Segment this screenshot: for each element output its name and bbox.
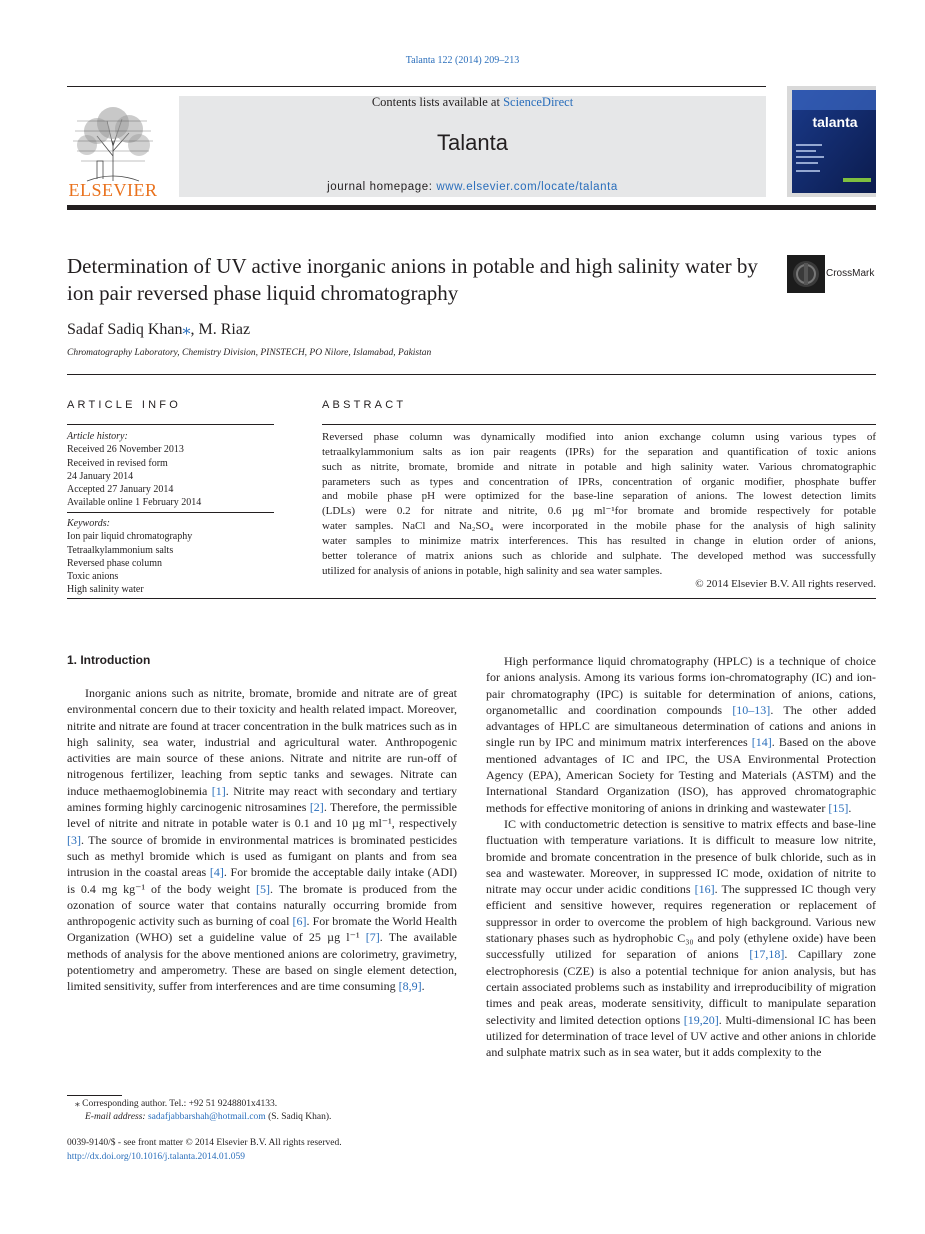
author-email-link[interactable]: sadafjabbarshah@hotmail.com	[147, 1112, 266, 1122]
intro-paragraph-1	[67, 685, 457, 995]
keyword-item: Toxic anions	[67, 571, 119, 583]
body-text: . Multi-dimensional IC has been utilized for determination of trace level of UV active and other anions in chloride and sulphate matrix such as in sea water, but it adds complexity to the	[486, 1012, 876, 1060]
body-text: .	[421, 979, 425, 994]
keyword-item: High salinity water	[67, 584, 144, 596]
body-column-right	[486, 653, 876, 1060]
front-matter-rule	[67, 598, 876, 599]
body-text: .	[848, 800, 852, 815]
abstract-line: parameters such as types and concentration of IPRs, concentration of organic modifier, phosphate buffer	[322, 475, 876, 488]
reference-link[interactable]: [4]	[209, 865, 224, 880]
history-item: Accepted 27 January 2014	[67, 484, 174, 496]
abstract-line: water samples. NaCl and Na₂SO₄ were incorporated in the mobile phase for the analysis of high salinity	[322, 520, 876, 533]
footnotes	[67, 1098, 467, 1124]
keyword-item: Ion pair liquid chromatography	[67, 531, 193, 543]
issn-line: 0039-9140/$ - see front matter © 2014 Elsevier B.V. All rights reserved.	[67, 1138, 342, 1148]
abstract-line: and mobile phase pH were optimized for the base-line separation of anions. The lowest detection limits	[322, 490, 876, 503]
reference-link[interactable]: [15]	[828, 800, 849, 815]
abstract-line: utilized for analysis of anions in potable, high salinity and sea water samples.	[322, 564, 663, 577]
journal-homepage-line	[179, 181, 766, 193]
body-text: Inorganic anions such as nitrite, bromate, bromide and nitrate are of great environmental concern due to their toxicity and health related impact. Moreover, nitrite and nitrate are found at tracer concentration in the bulk matrices such as in high salinity, sea water, industrial and agricultural water. Anthropogenic activities are main source of these anions. Nitrate and nitrite are run-off of nitrogenous fertilizer, leaching from septic tanks and sewages. Nitrate can induce methaemoglobinemia	[67, 686, 457, 798]
homepage-prefix: journal homepage:	[327, 181, 437, 193]
copyright-notice: © 2014 Elsevier B.V. All rights reserved.	[695, 578, 876, 590]
affiliation: Chromatography Laboratory, Chemistry Division, PINSTECH, PO Nilore, Islamabad, Pakistan	[67, 348, 432, 358]
reference-link[interactable]: [8,9]	[398, 979, 422, 994]
history-item: 24 January 2014	[67, 470, 134, 482]
journal-reference-link[interactable]: Talanta 122 (2014) 209–213	[405, 55, 520, 66]
reference-link[interactable]: [5]	[256, 881, 271, 896]
body-text: IC with conductometric detection is sensitive to matrix effects and base-line fluctuation with temperature variations. It is difficult to measure low nitrite, bromide and bromate concentration in the presence of bulk chloride, such as in sea and wastewater. Moreover, in suppressed IC mode, oxidation of nitrite to nitrate may occur under acidic conditions	[486, 816, 876, 897]
article-info-rule	[67, 424, 274, 425]
history-label: Article history:	[67, 431, 128, 442]
header-thick-rule	[67, 205, 876, 210]
reference-link[interactable]: [6]	[292, 914, 307, 929]
keyword-item: Tetraalkylammonium salts	[67, 544, 174, 556]
body-text: . The suppressed IC though very efficient and sensitive however, requires regeneration or replacement of suppressor in order to overcome the problem of high background. Various new stationary phases such as hydrophobic C₃₀ and poly (ethylene oxide) have been successfully utilized for separation of anions	[486, 882, 876, 962]
header-rule	[67, 86, 766, 87]
body-text: . The bromate is produced from the ozonation of source water that contains naturally occurring bromide from anthropogenic activity such as burning of coal	[67, 881, 457, 929]
crossmark-icon[interactable]	[787, 255, 825, 293]
contents-prefix: Contents lists available at	[371, 95, 504, 109]
corresponding-author-marker[interactable]: ⁎	[182, 321, 191, 338]
body-text: . Therefore, the permissible level of nitrite and nitrate in potable water is 0.1 and 10 µg ml⁻¹, respectively	[67, 800, 457, 831]
article-history	[67, 430, 274, 510]
author-khan: Sadaf Sadiq Khan	[67, 321, 183, 338]
cover-title: talanta	[812, 114, 858, 130]
elsevier-wordmark: ELSEVIER	[68, 180, 158, 200]
body-text: . For bromide the acceptable daily intake (ADI) is 0.4 mg kg⁻¹ of the body weight	[67, 865, 457, 896]
front-matter-info	[67, 1136, 467, 1164]
reference-link[interactable]: [7]	[365, 930, 380, 945]
intro-paragraph-3	[486, 816, 876, 1060]
doi-link[interactable]: http://dx.doi.org/10.1016/j.talanta.2014.01.059	[67, 1152, 245, 1162]
reference-link[interactable]: [16]	[694, 882, 715, 897]
sciencedirect-link[interactable]: ScienceDirect	[503, 95, 574, 109]
body-text: . The available methods of analysis for the above mentioned anions are colorimetry, gravimetry, potentiometry and amperometry. These are based on single element detection, limited sensitivity, suffer from interferences and are time consuming	[67, 930, 457, 994]
keywords	[67, 517, 274, 597]
abstract-line: water samples to minimize matrix interferences. This has resulted in change in elution order of anions,	[322, 534, 876, 547]
history-item: Available online 1 February 2014	[67, 497, 202, 509]
keyword-item: Reversed phase column	[67, 557, 162, 569]
body-text: . Based on the above mentioned advantages of IC and IPC, the USA Environmental Protection Agency (EPA), American Society for Testing and Materials (ASTM) and the International Standard Organization (ISO), has approved chromatographic methods for effective monitoring of anions in drinking and wastewater	[486, 735, 876, 815]
email-suffix: (S. Sadiq Khan).	[265, 1112, 332, 1122]
history-item: Received in revised form	[67, 457, 168, 469]
author-riaz: , M. Riaz	[190, 321, 251, 338]
body-text: . For bromate the World Health Organization (WHO) set a guideline value of 25 µg l⁻¹	[67, 914, 457, 945]
body-text: . The other added advantages of HPLC are simultaneous determination of cations and anions in single run by IPC and minimum matrix interferences	[486, 702, 876, 750]
body-text: High performance liquid chromatography (HPLC) is a technique of choice for anions analysis. Among its various forms ion-chromatography (IC) and ion-pair chromatography (IPC) is suitable for determination of anions, cations, organometallic and coordination compounds	[486, 654, 876, 717]
intro-paragraph-2	[486, 653, 876, 816]
reference-link[interactable]: [10–13]	[732, 702, 771, 717]
body-text: . Nitrite may react with secondary and tertiary amines forming highly carcinogenic nitrosamines	[67, 783, 457, 815]
email-label: E-mail address:	[85, 1112, 148, 1122]
body-text: . Capillary zone electrophoresis (CZE) is also a potential technique for anion analysis, but has certain associated problems such as instability and irreproducibility of migration times and peak areas, moderate sensitivity, difficult to manipulate separation selectivity and limited detection options	[486, 947, 876, 1027]
abstract-line: Reversed phase column was dynamically modified into anion exchange column using various types of	[322, 431, 876, 443]
body-text: . The source of bromide in environmental matrices is brominated pesticides such as methyl bromide which is used as fumigant on plants and from sea intrusion in the coastal areas	[67, 832, 457, 880]
article-title: Determination of UV active inorganic anions in potable and high salinity water by ion pair reversed phase liquid chromatography	[67, 254, 758, 305]
article-info-divider	[67, 512, 274, 513]
journal-cover-thumbnail[interactable]	[787, 86, 876, 197]
abstract-text	[322, 430, 876, 578]
reference-link[interactable]: [14]	[751, 735, 772, 750]
email-note	[67, 1111, 467, 1124]
keywords-label: Keywords:	[67, 518, 110, 529]
reference-link[interactable]: [19,20]	[683, 1012, 719, 1027]
introduction-heading: 1. Introduction	[67, 653, 151, 667]
corresponding-author-note: ⁎ Corresponding author. Tel.: +92 51 9248801x4133.	[75, 1099, 278, 1109]
journal-name: Talanta	[437, 130, 508, 155]
journal-homepage-link[interactable]: www.elsevier.com/locate/talanta	[436, 181, 618, 193]
article-info-heading: ARTICLE INFO	[67, 399, 181, 411]
crossmark-label[interactable]: CrossMark	[826, 268, 875, 279]
reference-link[interactable]: [3]	[67, 832, 81, 847]
abstract-line: (LDLs) were 0.2 for nitrate and nitrite, 0.6 µg ml⁻¹for bromate and bromide respectively for potable	[322, 505, 876, 518]
abstract-line: tetraalkylammonium salts as ion pair reagents (IPRs) for the separation and quantification of toxic anions	[322, 445, 876, 458]
abstract-heading: ABSTRACT	[322, 399, 407, 411]
footnote-rule	[67, 1095, 122, 1096]
reference-link[interactable]: [2]	[309, 800, 324, 815]
author-list	[67, 319, 250, 339]
reference-link[interactable]: [1]	[211, 783, 226, 798]
section-rule	[67, 374, 876, 375]
abstract-line: better tolerance of matrix anions such as chloride and sulphate. The developed method was successfully	[322, 549, 876, 562]
contents-available-line	[179, 95, 766, 110]
abstract-line: such as nitrite, bromate, bromide and nitrate in potable and high salinity water. Various chromatographic	[322, 460, 876, 473]
body-column-left	[67, 685, 457, 995]
abstract-rule	[322, 424, 876, 425]
history-item: Received 26 November 2013	[67, 444, 184, 456]
reference-link[interactable]: [17,18]	[749, 947, 785, 962]
